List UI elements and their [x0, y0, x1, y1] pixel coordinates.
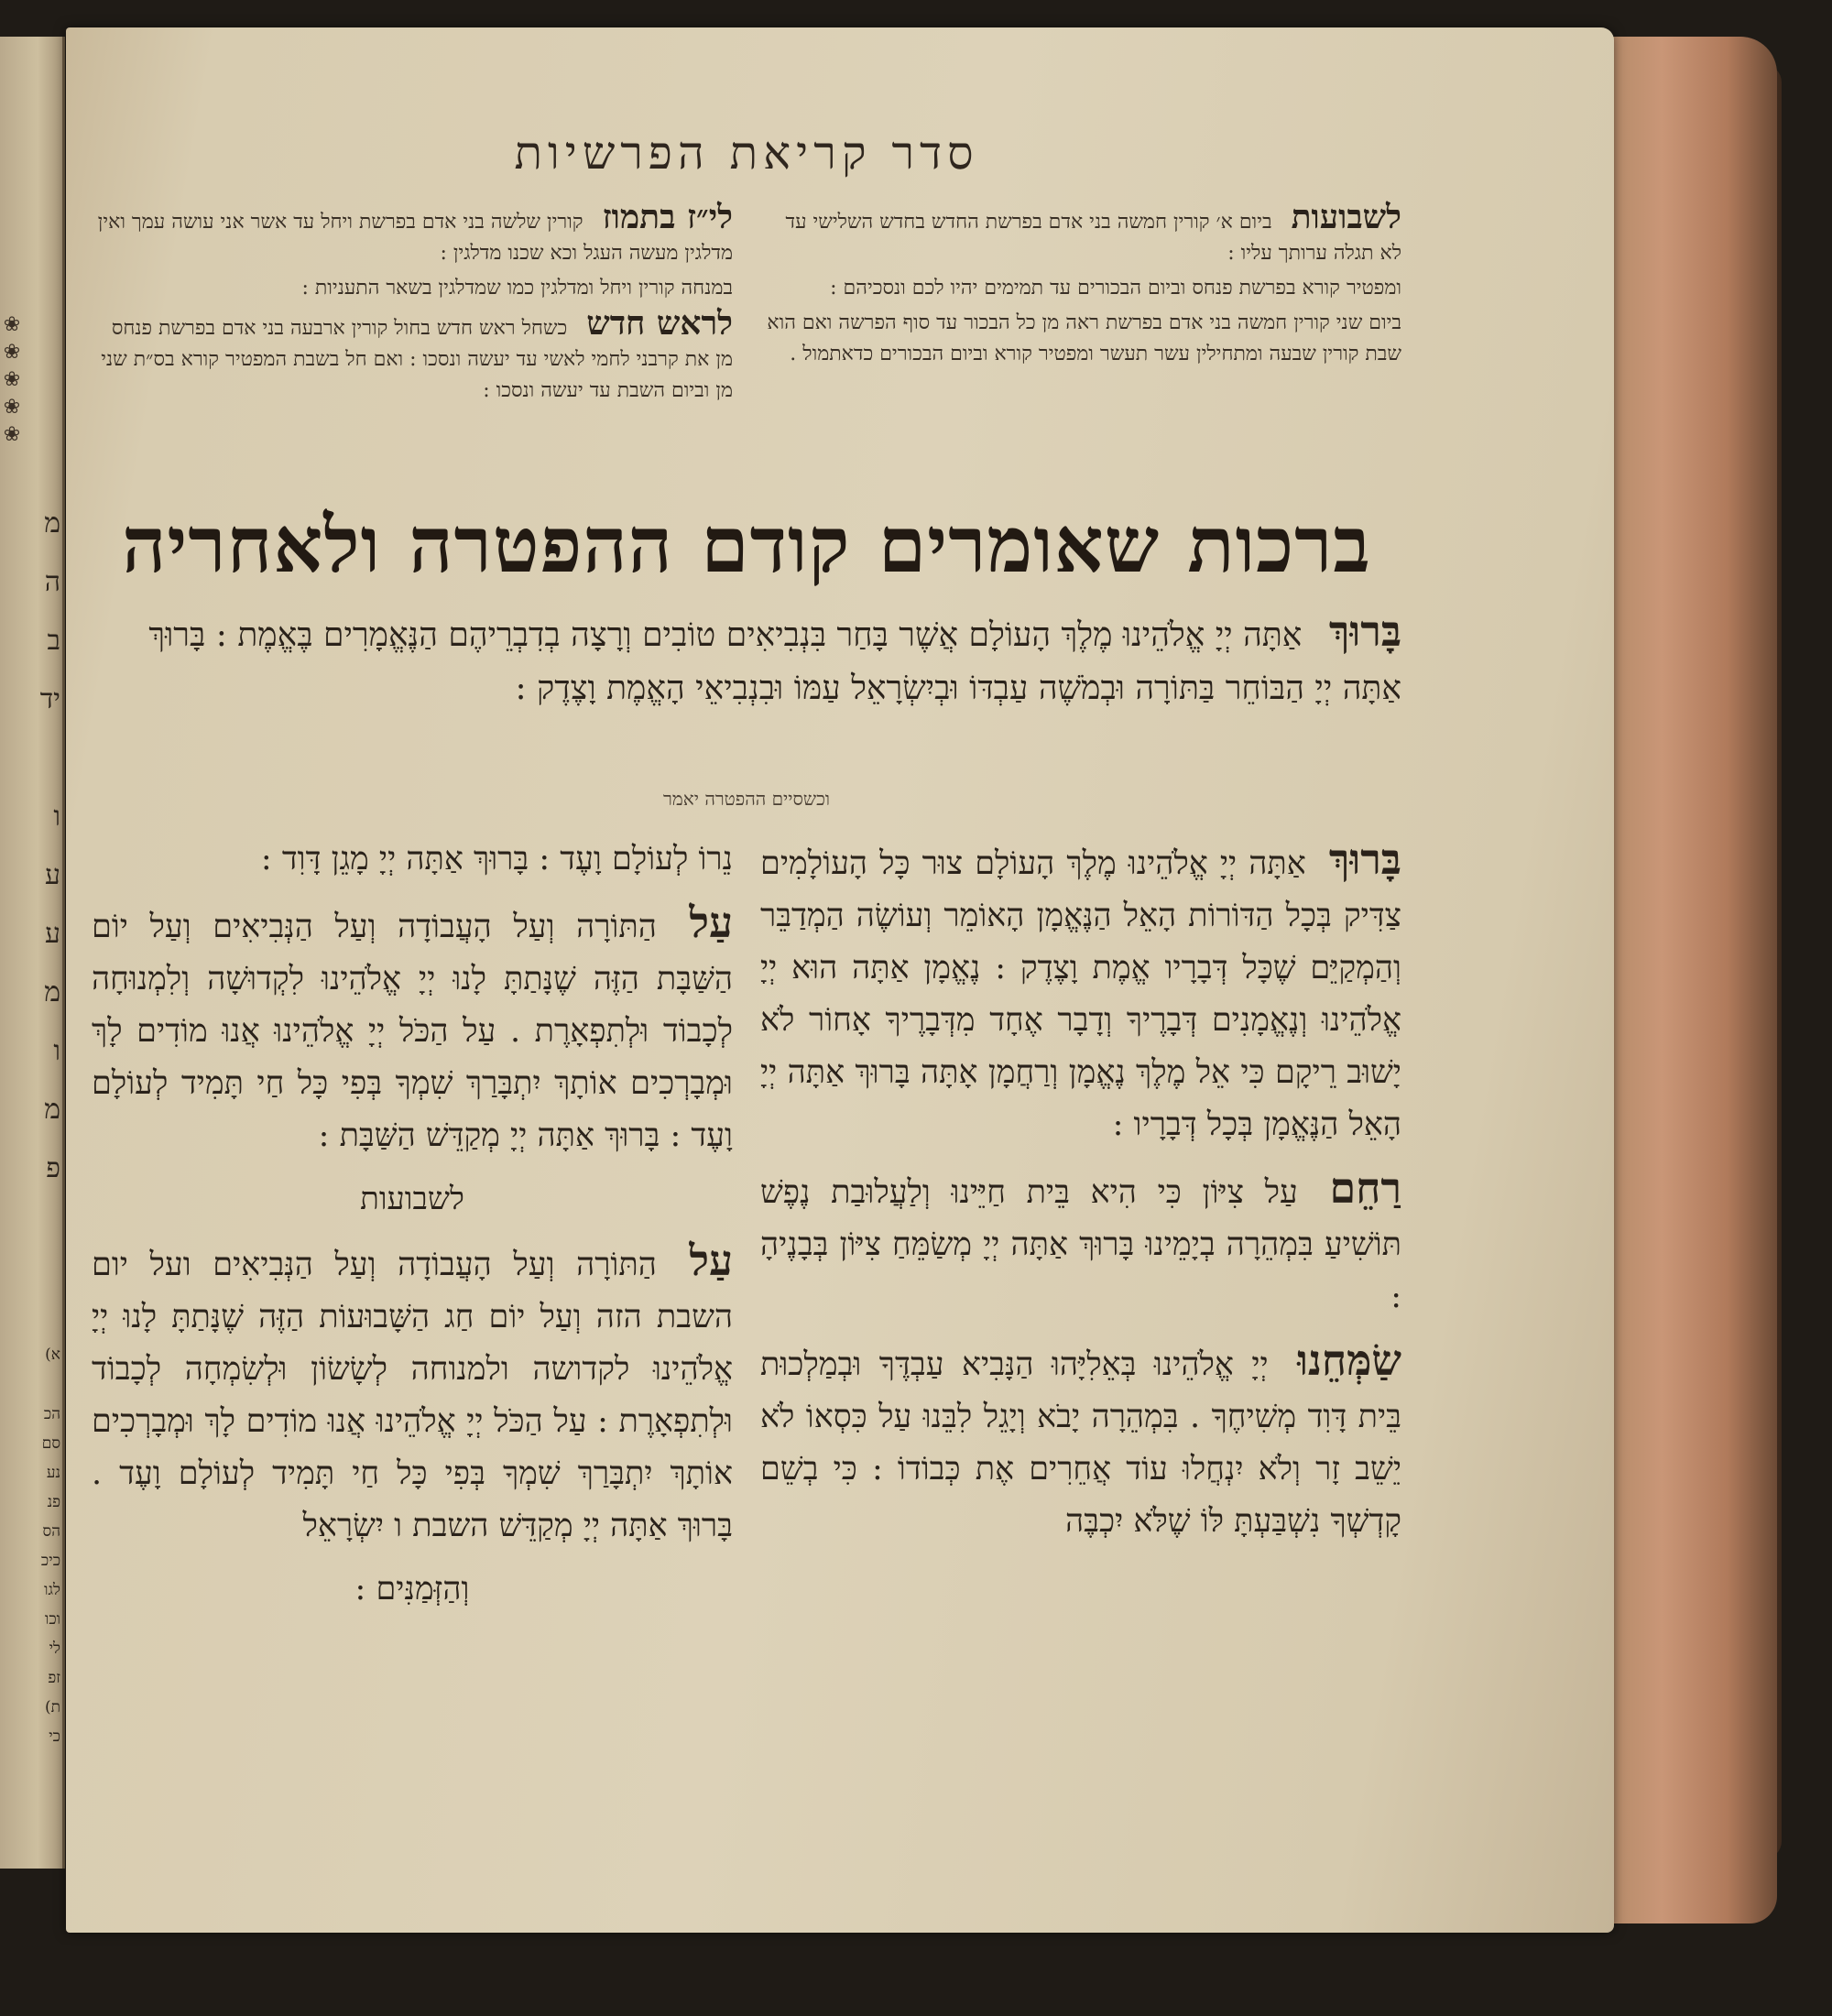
schedule-paragraph: ומפטיר קורא בפרשת פנחס וביום הבכורים עד תמימים יהיו לכם ונסכיהם :: [830, 277, 1401, 300]
left-fragment-small: פנ: [47, 1493, 60, 1511]
left-fragment: ע: [45, 918, 60, 950]
left-fragment: ה: [44, 566, 60, 598]
schedule-paragraph: [92, 304, 733, 407]
left-fragment: ב: [47, 625, 60, 657]
left-fragment-small: סם: [41, 1434, 60, 1453]
left-fragment: ו: [53, 1035, 60, 1067]
reading-schedule-right: [760, 198, 1401, 374]
page-fore-edge: [1612, 37, 1777, 1923]
left-fragment-small: כיכ: [40, 1552, 60, 1570]
blessing-text: עַל צִיּוֹן כִּי הִיא בֵּית חַיֵּינוּ וְלַעֲלוּבַת נֶפֶשׁ תּוֹשִׁיעַ בִּמְהֵרָה בְיָמֵינוּ בָּרוּךְ אַתָּה יְיָ מְשַׂמֵּחַ צִיּוֹן בְּבָנֶיהָ :: [760, 1174, 1401, 1315]
schedule-keyword: לי״ז בתמוז: [602, 198, 733, 236]
blessing-text: יְיָ אֱלֹהֵינוּ בְּאֵלִיָּהוּ הַנָּבִיא עַבְדֶּךָ וּבְמַלְכוּת בֵּית דָּוִד מְשִׁיחֶךָ . בִּמְהֵרָה יָבֹא וְיָגֵל לִבֵּנוּ עַל כִּסְאוֹ לֹא יֵשֵׁב זָר וְלֹא יִנְחֲלוּ עוֹד אֲחֵרִים אֶת כְּבוֹדוֹ : כִּי בְשֵׁם קָדְשְׁךָ נִשְׁבַּעְתָּ לּוֹ שֶׁלֹּא יִכְבֶּה: [760, 1346, 1401, 1540]
blessing-paragraph: [92, 897, 733, 1162]
left-fragment-small: הכ: [43, 1405, 60, 1423]
schedule-paragraph: [760, 198, 1401, 269]
blessing-lead-word: שַׂמְּחֵנוּ: [1297, 1335, 1401, 1385]
left-fragment-small: נע: [46, 1464, 60, 1482]
schedule-keyword: לראש חדש: [586, 304, 733, 343]
running-head: סדר קריאת הפרשיות: [514, 126, 979, 180]
left-fragment: פ: [46, 1152, 60, 1184]
left-fragment-small: ת): [45, 1698, 60, 1716]
left-page-edge: [0, 37, 65, 1869]
right-text-column: [760, 834, 1401, 1559]
schedule-paragraph: ביום שני קורין חמשה בני אדם בפרשת ראה מן כל הבכור עד סוף הפרשה ואם הוא שבת קורין שבעה ומתחילין עשר תעשר ומפטיר קורא וביום הבכורים כדאתמול .: [767, 311, 1401, 365]
blessing-paragraph: [92, 1235, 733, 1553]
left-fragment-small: לי: [49, 1640, 60, 1658]
left-fragment-small: וכו: [44, 1610, 60, 1629]
blessing-before-haftarah: [92, 605, 1401, 715]
closing-line: וְהַזְּמַנִּים :: [354, 1571, 470, 1607]
blessing-text: הַתּוֹרָה וְעַל הָעֲבוֹדָה וְעַל הַנְּבִיאִים וְעַל יוֹם הַשַּׁבָּת הַזֶּה שֶׁנָּתַתָּ לָנוּ יְיָ אֱלֹהֵינוּ לִקְדוּשָׁה וְלִמְנוּחָה לְכָבוֹד וּלְתִפְאָרֶת . עַל הַכֹּל יְיָ אֱלֹהֵינוּ אֲנוּ מוֹדִים לָךְ וּמְבָרְכִים אוֹתָךְ יִתְבָּרַךְ שִׁמְךָ בְּפִי כָּל חַי תָּמִיד לְעוֹלָם וָעֶד : בָּרוּךְ אַתָּה יְיָ מְקַדֵּשׁ הַשַּׁבָּת :: [92, 909, 733, 1154]
schedule-paragraph: במנחה קורין ויחל ומדלגין כמו שמדלגין בשאר התעניות :: [301, 277, 733, 300]
schedule-paragraph: [92, 198, 733, 269]
schedule-text: ביום א׳ קורין חמשה בני אדם בפרשת החדש בחדש השלישי עד לא תגלה ערותך עליו :: [785, 211, 1401, 265]
instruction-note: וכשסיים ההפטרה יאמר: [663, 788, 830, 810]
left-fragment: מ: [44, 507, 60, 539]
left-fragment: מ: [44, 976, 60, 1008]
reading-schedule-left: [92, 198, 733, 410]
blessing-paragraph: [760, 1335, 1401, 1548]
left-ornament: ❀ ❀ ❀ ❀ ❀: [3, 313, 21, 446]
left-fragment-small: א): [45, 1346, 60, 1364]
blessing-paragraph: [760, 1162, 1401, 1324]
section-title: ברכות שאומרים קודם ההפטרה ולאחריה: [122, 499, 1371, 590]
blessing-paragraph: נֵרוֹ לְעוֹלָם וָעֶד : בָּרוּךְ אַתָּה יְיָ מָגֵן דָּוִד :: [260, 841, 733, 877]
left-fragment-small: זפ: [48, 1669, 60, 1687]
left-fragment-small: כי: [49, 1727, 60, 1746]
left-text-column: [92, 834, 733, 1627]
schedule-text: קורין שלשה בני אדם בפרשת ויחל עד אשר אני עושה עמך ואין מדלגין מעשה העגל וכא שכנו מדלגין :: [97, 211, 733, 265]
blessing-lead-word: עַל: [689, 1236, 733, 1285]
schedule-text: כשחל ראש חדש בחול קורין ארבעה בני אדם בפרשת פנחס מן את קרבני לחמי לאשי עד יעשה ונסכו : ואם חל בשבת המפטיר קורא בס״ת שני מן וביום השבת עד יעשה ונסכו :: [101, 317, 733, 402]
blessing-lead-word: בָּרוּךְ: [1328, 834, 1401, 884]
blessing-lead-word: רַחֵם: [1329, 1163, 1401, 1213]
blessing-lead-word: עַל: [689, 898, 733, 947]
left-fragment-small: הס: [42, 1522, 60, 1541]
left-fragment-small: לגו: [44, 1581, 60, 1599]
blessing-text: אַתָּה יְיָ אֱלֹהֵינוּ מֶלֶךְ הָעוֹלָם צוּר כָּל הָעוֹלָמִים צַדִּיק בְּכָל הַדּוֹרוֹת הָאֵל הַנֶּאֱמָן הָאוֹמֵר וְעוֹשֶׂה הַמְדַבֵּר וְהַמְקַיֵּם שֶׁכָּל דְּבָרָיו אֱמֶת וָצֶדֶק : נֶאֱמָן אַתָּה הוּא יְיָ אֱלֹהֵינוּ וְנֶאֱמָנִים דְּבָרֶיךָ וְדָבָר אֶחָד מִדְּבָרֶיךָ אָחוֹר לֹא יָשׁוּב רֵיקָם כִּי אֵל מֶלֶךְ נֶאֱמָן וְרַחֲמָן אָתָּה בָּרוּךְ אַתָּה יְיָ הָאֵל הַנֶּאֱמָן בְּכָל דְּבָרָיו :: [760, 845, 1401, 1143]
blessing-text: אַתָּה יְיָ אֱלֹהֵינוּ מֶלֶךְ הָעוֹלָם אֲשֶׁר בָּחַר בִּנְבִיאִים טוֹבִים וְרָצָה בְדִבְרֵיהֶם הַנֶּאֱמָרִים בֶּאֱמֶת : בָּרוּךְ אַתָּה יְיָ הַבּוֹחֵר בַּתּוֹרָה וּבְמֹשֶׁה עַבְדּוֹ וּבְיִשְׂרָאֵל עַמּוֹ וּבִנְבִיאֵי הָאֱמֶת וָצֶדֶק :: [148, 616, 1401, 707]
left-fragment: מ: [44, 1094, 60, 1126]
left-fragment: ע: [45, 859, 60, 891]
blessing-paragraph: [760, 834, 1401, 1151]
schedule-keyword: לשבועות: [1291, 198, 1401, 236]
blessing-lead-word: בָּרוּךְ: [1328, 606, 1401, 656]
blessing-text: הַתּוֹרָה וְעַל הָעֲבוֹדָה וְעַל הַנְּבִיאִים ועל יום השבת הזה וְעַל יוֹם חַג הַשָּׁבוּעוֹת הַזֶּה שֶׁנָּתַתָּ לָנוּ יְיָ אֱלֹהֵינוּ לקדושה ולמנוחה לְשָׂשׂוֹן וּלְשִׂמְחָה לְכָבוֹד וּלְתִפְאָרֶת : עַל הַכֹּל יְיָ אֱלֹהֵינוּ אֲנוּ מוֹדִים לָךְ וּמְבָרְכִים אוֹתָךְ יִתְבָּרַךְ שִׁמְךָ בְּפִי כָּל חַי תָּמִיד לְעוֹלָם וָעֶד . בָּרוּךְ אַתָּה יְיָ מְקַדֵּשׁ השבת ו יִשְׂרָאֵל: [92, 1247, 733, 1544]
left-fragment: יד: [39, 683, 60, 715]
subsection-heading: לשבועות: [360, 1181, 464, 1217]
left-fragment: ו: [53, 801, 60, 833]
